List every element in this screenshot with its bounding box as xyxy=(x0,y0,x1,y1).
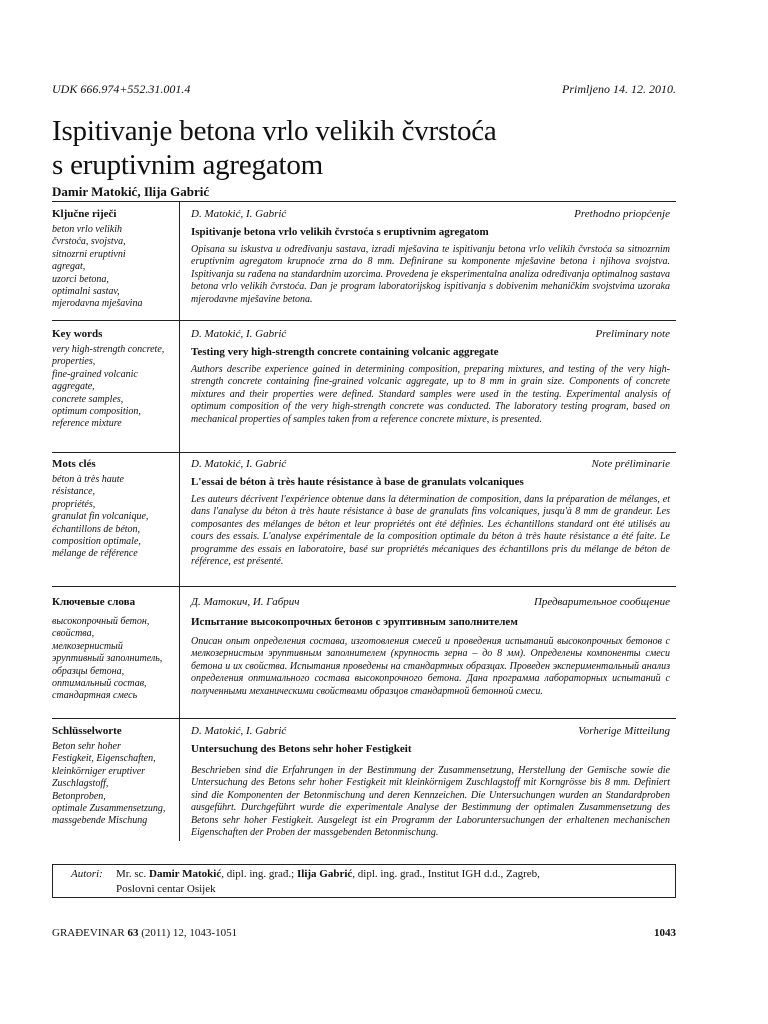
journal-citation xyxy=(52,927,237,939)
authors-affiliation-box xyxy=(52,864,676,898)
section-divider xyxy=(52,586,676,587)
article-authors: Damir Matokić, Ilija Gabrić xyxy=(52,184,210,199)
author-title: Mr. sc. xyxy=(116,868,147,880)
keyword: optimalni sastav, xyxy=(52,286,120,298)
author-name: Damir Matokić xyxy=(149,868,222,880)
keyword: agregat, xyxy=(52,261,86,273)
section-divider xyxy=(52,320,676,321)
article-type: Prethodno priopćenje xyxy=(574,208,670,220)
meta-authors: D. Matokić, I. Gabrić xyxy=(191,208,287,220)
article-type: Vorherige Mitteilung xyxy=(578,725,670,737)
keyword: concrete samples, xyxy=(52,393,124,405)
section-german xyxy=(52,725,676,845)
top-divider xyxy=(52,201,676,202)
title-line-1: Ispitivanje betona vrlo velikih čvrstoća xyxy=(52,115,497,147)
keyword: образцы бетона, xyxy=(52,665,125,677)
keywords-list xyxy=(52,741,176,828)
journal-issue: (2011) 12, 1043-1051 xyxy=(141,927,238,939)
authors-label: Autori: xyxy=(71,868,103,880)
keyword: čvrstoća, svojstva, xyxy=(52,236,126,248)
keyword: kleinkörniger eruptiver xyxy=(52,765,146,777)
abstract-text: Описан опыт определения состава, изготовления смесей и проведения испытаний высокопрочных бетонов с мелкозернистым эруптивным заполнителем (крупность зерна – до 8 мм). Определены компоненты смеси бетона и их свойства. Испытания проведены на стандартных образцах. Проведен экспериментальный анализ определения оптимального состава высокопрочного бетона. Дана программа лабораторных испытаний с полученными механическими свойствами образцов стандартной бетонной смеси. xyxy=(191,636,670,697)
keyword: béton à très haute xyxy=(52,474,124,485)
keyword: optimum composition, xyxy=(52,406,141,418)
keywords-list xyxy=(52,616,176,703)
section-title: Untersuchung des Betons sehr hoher Festigkeit xyxy=(191,743,412,755)
section-title: L'essai de béton à très haute résistance à base de granulats volcaniques xyxy=(191,476,524,488)
article-header xyxy=(52,82,676,98)
keyword: échantillons de béton, xyxy=(52,523,141,535)
keyword: composition optimale, xyxy=(52,536,141,548)
abstract-text: Authors describe experience gained in determining composition, preparing mixtures, and testing of the very high-strength concrete containing fine-grained volcanic aggregate, up to 8 mm in grain size. Components of concrete mixtures and their properties were defined. Standard samples were used in the testing. Experimental analysis of optimum composition of the very high-strength concrete was conducted. The laboratory testing program, based on mechanical properties of samples taken from a reference concrete mixture, is presented. xyxy=(191,364,670,425)
keyword: aggregate, xyxy=(52,381,95,393)
section-title: Испытание высокопрочных бетонов с эруптивным заполнителем xyxy=(191,616,518,628)
journal-volume: 63 xyxy=(127,927,139,939)
keyword: мелкозернистый xyxy=(52,640,123,652)
author-affiliation: , dipl. ing. građ., Institut IGH d.d., Zagreb, xyxy=(352,868,540,880)
meta-authors: Д. Матокич, И. Габрич xyxy=(191,596,300,608)
section-english xyxy=(52,328,676,448)
article-type: Предварительное сообщение xyxy=(533,596,670,608)
keyword: granulat fin volcanique, xyxy=(52,511,149,523)
keyword: very high-strength concrete, xyxy=(52,344,165,355)
abstract-text: Les auteurs décrivent l'expérience obtenue dans la détermination de composition, dans la préparation de mélanges, et dans l'analyse du béton à très haute résistance à base de granulats fins volcaniques, jusqu'à 8 mm de grandeur. Les composantes des mélanges de béton et leur propriétés ont été définies. Les échantillons standard ont été utilisés au cours des essais. L'analyse expérimentale de la composition optimale du béton à très haute résistance a été faite. Le programme des essais en laboratoire, basé sur propriétés mécaniques des échantillons pris du mélange de béton de référence, est présenté. xyxy=(191,494,670,568)
author-name: Ilija Gabrić xyxy=(296,868,353,880)
keyword: высокопрочный бетон, xyxy=(52,616,150,627)
section-divider xyxy=(52,452,676,453)
section-divider xyxy=(52,718,676,719)
keywords-title: Mots clés xyxy=(52,458,96,470)
title-line-2: s eruptivnim agregatom xyxy=(52,149,324,181)
keyword: résistance, xyxy=(52,486,96,498)
keywords-title: Key words xyxy=(52,328,103,340)
keyword: optimale Zusammensetzung, xyxy=(52,803,166,815)
keywords-title: Schlüsselworte xyxy=(52,725,122,737)
udk-code: UDK 666.974+552.31.001.4 xyxy=(52,82,191,96)
section-title: Testing very high-strength concrete containing volcanic aggregate xyxy=(191,346,499,358)
keywords-list xyxy=(52,474,176,561)
keywords-list xyxy=(52,224,176,311)
keywords-list xyxy=(52,344,176,431)
keyword: Betonproben, xyxy=(52,790,106,802)
keyword: оптимальный состав, xyxy=(52,678,147,690)
article-meta xyxy=(191,458,676,472)
keyword: свойства, xyxy=(52,628,95,640)
keyword: sitnozrni eruptivni xyxy=(52,248,126,260)
section-russian xyxy=(52,596,676,721)
keyword: propriétés, xyxy=(52,498,96,510)
keyword: mélange de référence xyxy=(52,548,138,560)
meta-authors: D. Matokić, I. Gabrić xyxy=(191,328,287,340)
abstract-text: Beschrieben sind die Erfahrungen in der Bestimmung der Zusammensetzung, Herstellung der Gemische sowie die Untersuchung des Betons sehr hoher Festigkeit mit kleinkörnigem Zuschlagstoff mit Korngrösse bis 8 mm. Definiert sind die Komponenten der Betonmischung und deren Kennzeichen. Die Untersuchungen wurden an Standardproben ausgeführt. Durchgeführt wurde die experimentale Analyse der Bestimmung der optimalen Zusammensetzung des Betons sehr hoher Festigkeit. Ausgelegt ist ein Programm der Laboruntersuchungen der erhaltenen mechanischen Eigenschaften der Proben der massgebenden Betonmischung. xyxy=(191,765,670,839)
article-meta xyxy=(191,328,676,342)
keyword: эруптивный заполнитель, xyxy=(52,653,163,665)
keyword: beton vrlo velikih xyxy=(52,224,122,235)
article-title xyxy=(52,114,692,182)
keyword: uzorci betona, xyxy=(52,273,109,285)
meta-authors: D. Matokić, I. Gabrić xyxy=(191,725,287,737)
keyword: Festigkeit, Eigenschaften, xyxy=(52,753,156,765)
received-date: Primljeno 14. 12. 2010. xyxy=(562,82,676,96)
page-number: 1043 xyxy=(654,927,676,939)
page-footer xyxy=(52,927,676,943)
article-type: Preliminary note xyxy=(595,328,670,340)
keyword: Zuschlagstoff, xyxy=(52,778,109,790)
keywords-title: Ključne riječi xyxy=(52,208,117,220)
article-meta xyxy=(191,596,676,610)
keywords-title: Ключевые слова xyxy=(52,596,136,608)
keyword: mjerodavna mješavina xyxy=(52,298,143,310)
section-croatian xyxy=(52,208,676,328)
affiliation-line-2: Poslovni centar Osijek xyxy=(116,883,216,895)
article-type: Note préliminarie xyxy=(591,458,670,470)
abstract-text: Opisana su iskustva u određivanju sastava, izradi mješavina te ispitivanju betona vrlo velikih čvrstoća sa sitnozrnim eruptivnim agregatom krupnoće zrna do 8 mm. Definirane su komponente mješavine betona i njihova svojstva. Ispitivanja su rađena na standardnim uzorcima. Provedena je eksperimentalna analiza određivanja optimalnog sastava betona vrlo velikih čvrstoća. Dan je program laboratorijskog ispitivanja s dobivenim mehaničkim svojstvima uzoraka mjerodavne mješavine betona. xyxy=(191,244,670,305)
keyword: properties, xyxy=(52,356,96,368)
keyword: fine-grained volcanic xyxy=(52,368,138,380)
meta-authors: D. Matokić, I. Gabrić xyxy=(191,458,287,470)
keyword: Beton sehr hoher xyxy=(52,741,121,752)
keyword: стандартная смесь xyxy=(52,690,138,702)
article-meta xyxy=(191,208,676,222)
keyword: reference mixture xyxy=(52,418,122,430)
authors-affiliation xyxy=(116,867,666,897)
journal-name: GRAĐEVINAR xyxy=(52,927,125,939)
author-degree: , dipl. ing. građ.; xyxy=(221,868,295,880)
section-french xyxy=(52,458,676,588)
section-title: Ispitivanje betona vrlo velikih čvrstoća s eruptivnim agregatom xyxy=(191,226,489,238)
keyword: massgebende Mischung xyxy=(52,815,148,827)
article-meta xyxy=(191,725,676,739)
